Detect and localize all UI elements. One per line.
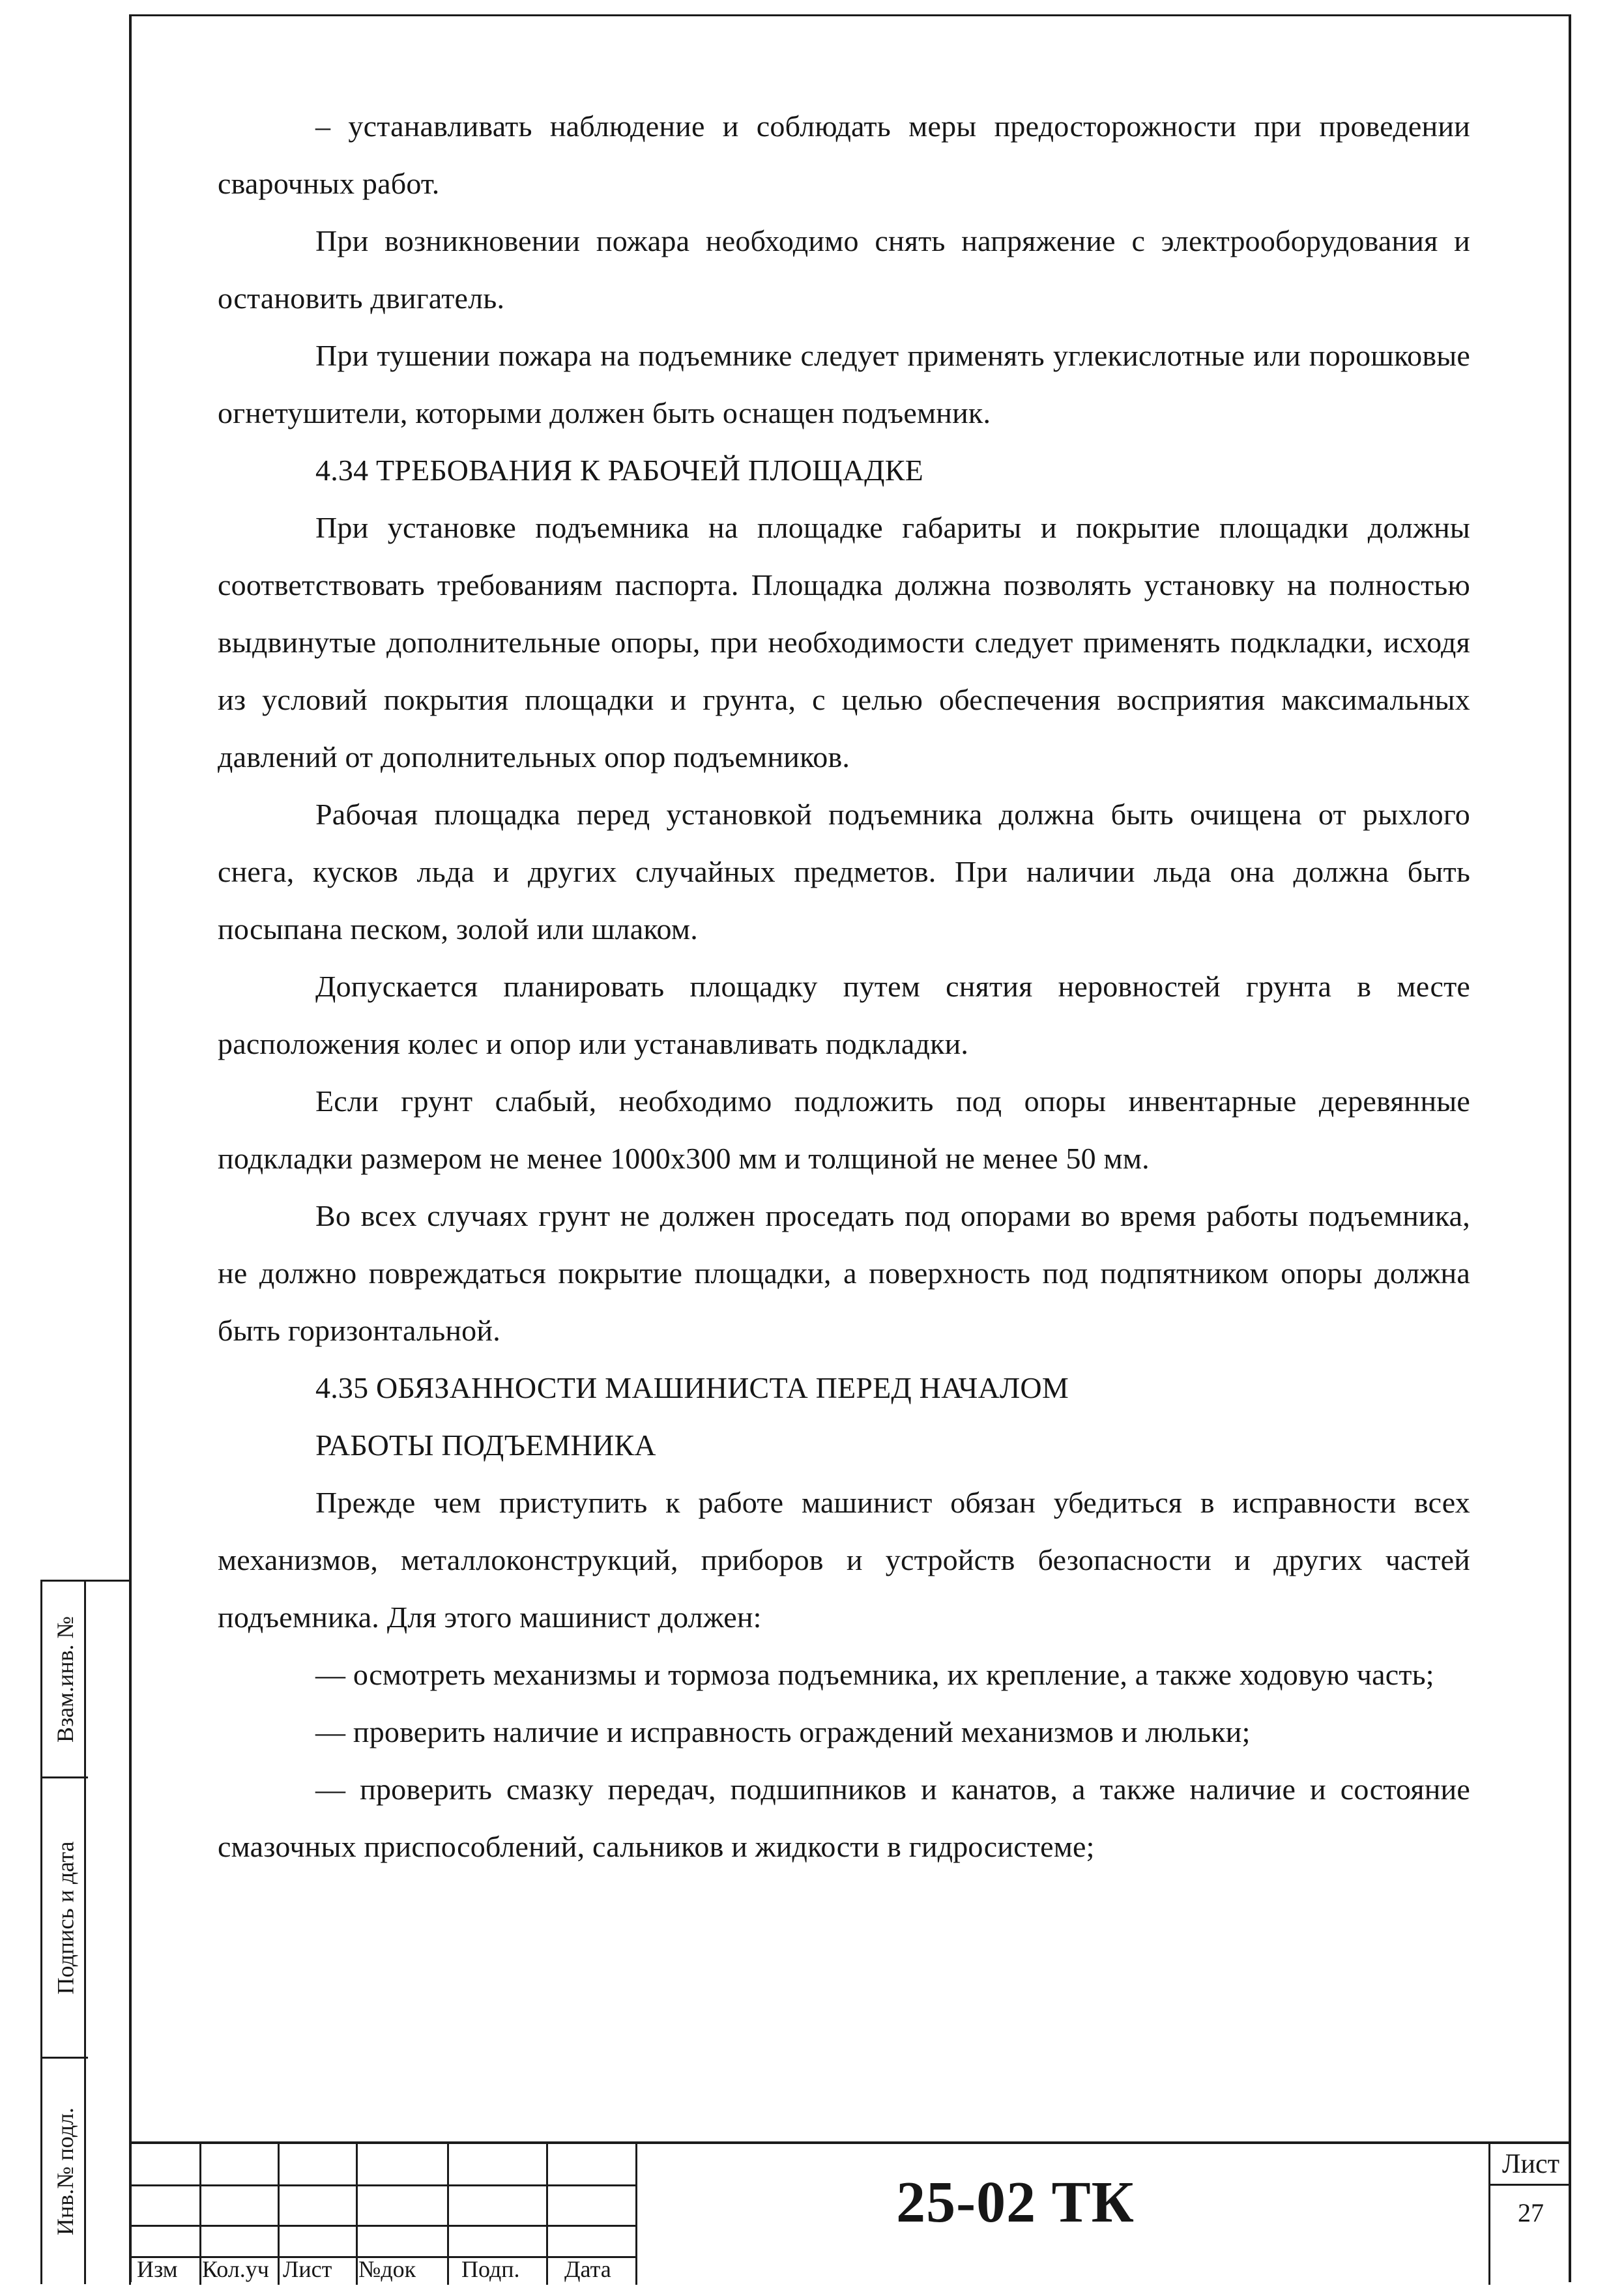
side-label-signature-date: Подпись и дата <box>52 1841 79 1994</box>
revision-table-col-line <box>635 2144 637 2285</box>
paragraph-site-leveling: Допускается планировать площадку путем снятия неровностей грунта в месте расположения колес и опор или устанавливать подкладки. <box>218 970 1470 1060</box>
column-label-sheet: Лист <box>283 2256 332 2282</box>
section-heading-4-34: 4.34 ТРЕБОВАНИЯ К РАБОЧЕЙ ПЛОЩАДКЕ <box>315 454 923 487</box>
revision-table-row-line <box>129 2225 637 2227</box>
paragraph-welding-dash: – устанавливать наблюдение и соблюдать меры предосторожности при проведении сварочных работ. <box>218 109 1470 200</box>
document-body <box>218 98 1470 1876</box>
section-heading-4-35-line1: 4.35 ОБЯЗАННОСТИ МАШИНИСТА ПЕРЕД НАЧАЛОМ <box>315 1371 1069 1404</box>
revision-table-col-line <box>199 2144 201 2285</box>
revision-table-col-line <box>129 2144 131 2285</box>
side-cell-replacement-inv <box>42 1582 88 1778</box>
list-item-check-lubrication: — проверить смазку передач, подшипников и канатов, а также наличие и состояние смазочных приспособлений, сальников и жидкости в гидросистеме; <box>218 1773 1470 1863</box>
paragraph-extinguishers: При тушении пожара на подъемнике следует применять углекислотные или порошковые огнетушители, которыми должен быть оснащен подъемник. <box>218 339 1470 429</box>
side-label-replacement-inv: Взам.инв. № <box>52 1616 78 1743</box>
revision-table <box>129 2144 637 2285</box>
paragraph-soil-settling: Во всех случаях грунт не должен проседать под опорами во время работы подъемника, не должно повреждаться покрытие площадки, а поверхность под подпятником опоры должна быть горизонтальной. <box>218 1199 1470 1347</box>
sheet-number-box <box>1488 2141 1571 2285</box>
sheet-label: Лист <box>1490 2141 1571 2186</box>
revision-table-col-line <box>546 2144 548 2285</box>
side-cell-signature-date <box>42 1778 88 2059</box>
side-cell-original-inv <box>42 2059 88 2284</box>
paragraph-fire-power: При возникновении пожара необходимо снять напряжение с электрооборудования и остановить двигатель. <box>218 224 1470 315</box>
column-label-signature: Подп. <box>461 2256 520 2282</box>
title-block <box>129 2141 1571 2282</box>
paragraph-operator-check: Прежде чем приступить к работе машинист обязан убедиться в исправности всех механизмов, металлоконструкций, приборов и устройств безопасности и других частей подъемника. Для этого машинист должен: <box>218 1486 1470 1634</box>
paragraph-weak-soil: Если грунт слабый, необходимо подложить под опоры инвентарные деревянные подкладки размером не менее 1000х300 мм и толщиной не менее 50 мм. <box>218 1084 1470 1175</box>
paragraph-site-requirements: При установке подъемника на площадке габариты и покрытие площадки должны соответствовать требованиям паспорта. Площадка должна позволять установку на полностью выдвинутые дополнительные опоры, при необходимости следует применять подкладки, исходя из условий покрытия площадки и грунта, с целью обеспечения восприятия максимальных давлений от дополнительных опор подъемников. <box>218 511 1470 774</box>
column-label-doc-number: №док <box>358 2256 416 2282</box>
revision-table-col-line <box>278 2144 280 2285</box>
column-label-change: Изм <box>137 2256 178 2282</box>
list-item-check-guards: — проверить наличие и исправность ограждений механизмов и люльки; <box>315 1715 1251 1748</box>
document-code: 25-02 ТК <box>896 2170 1135 2235</box>
side-stamp <box>40 1580 129 2282</box>
list-item-inspect-brakes: — осмотреть механизмы и тормоза подъемника, их крепление, а также ходовую часть; <box>315 1658 1434 1691</box>
side-stamp-column <box>40 1582 86 2284</box>
sheet-number: 27 <box>1518 2198 1544 2227</box>
revision-table-col-line <box>356 2144 358 2285</box>
revision-table-row-line <box>129 2184 637 2186</box>
section-heading-4-35-line2: РАБОТЫ ПОДЪЕМНИКА <box>315 1428 656 1462</box>
column-label-count: Кол.уч <box>202 2256 269 2282</box>
revision-table-col-line <box>447 2144 449 2285</box>
paragraph-site-cleaning: Рабочая площадка перед установкой подъемника должна быть очищена от рыхлого снега, кусков льда и других случайных предметов. При наличии льда она должна быть посыпана песком, золой или шлаком. <box>218 798 1470 946</box>
side-label-original-inv: Инв.№ подл. <box>52 2107 78 2236</box>
column-label-date: Дата <box>564 2256 611 2282</box>
